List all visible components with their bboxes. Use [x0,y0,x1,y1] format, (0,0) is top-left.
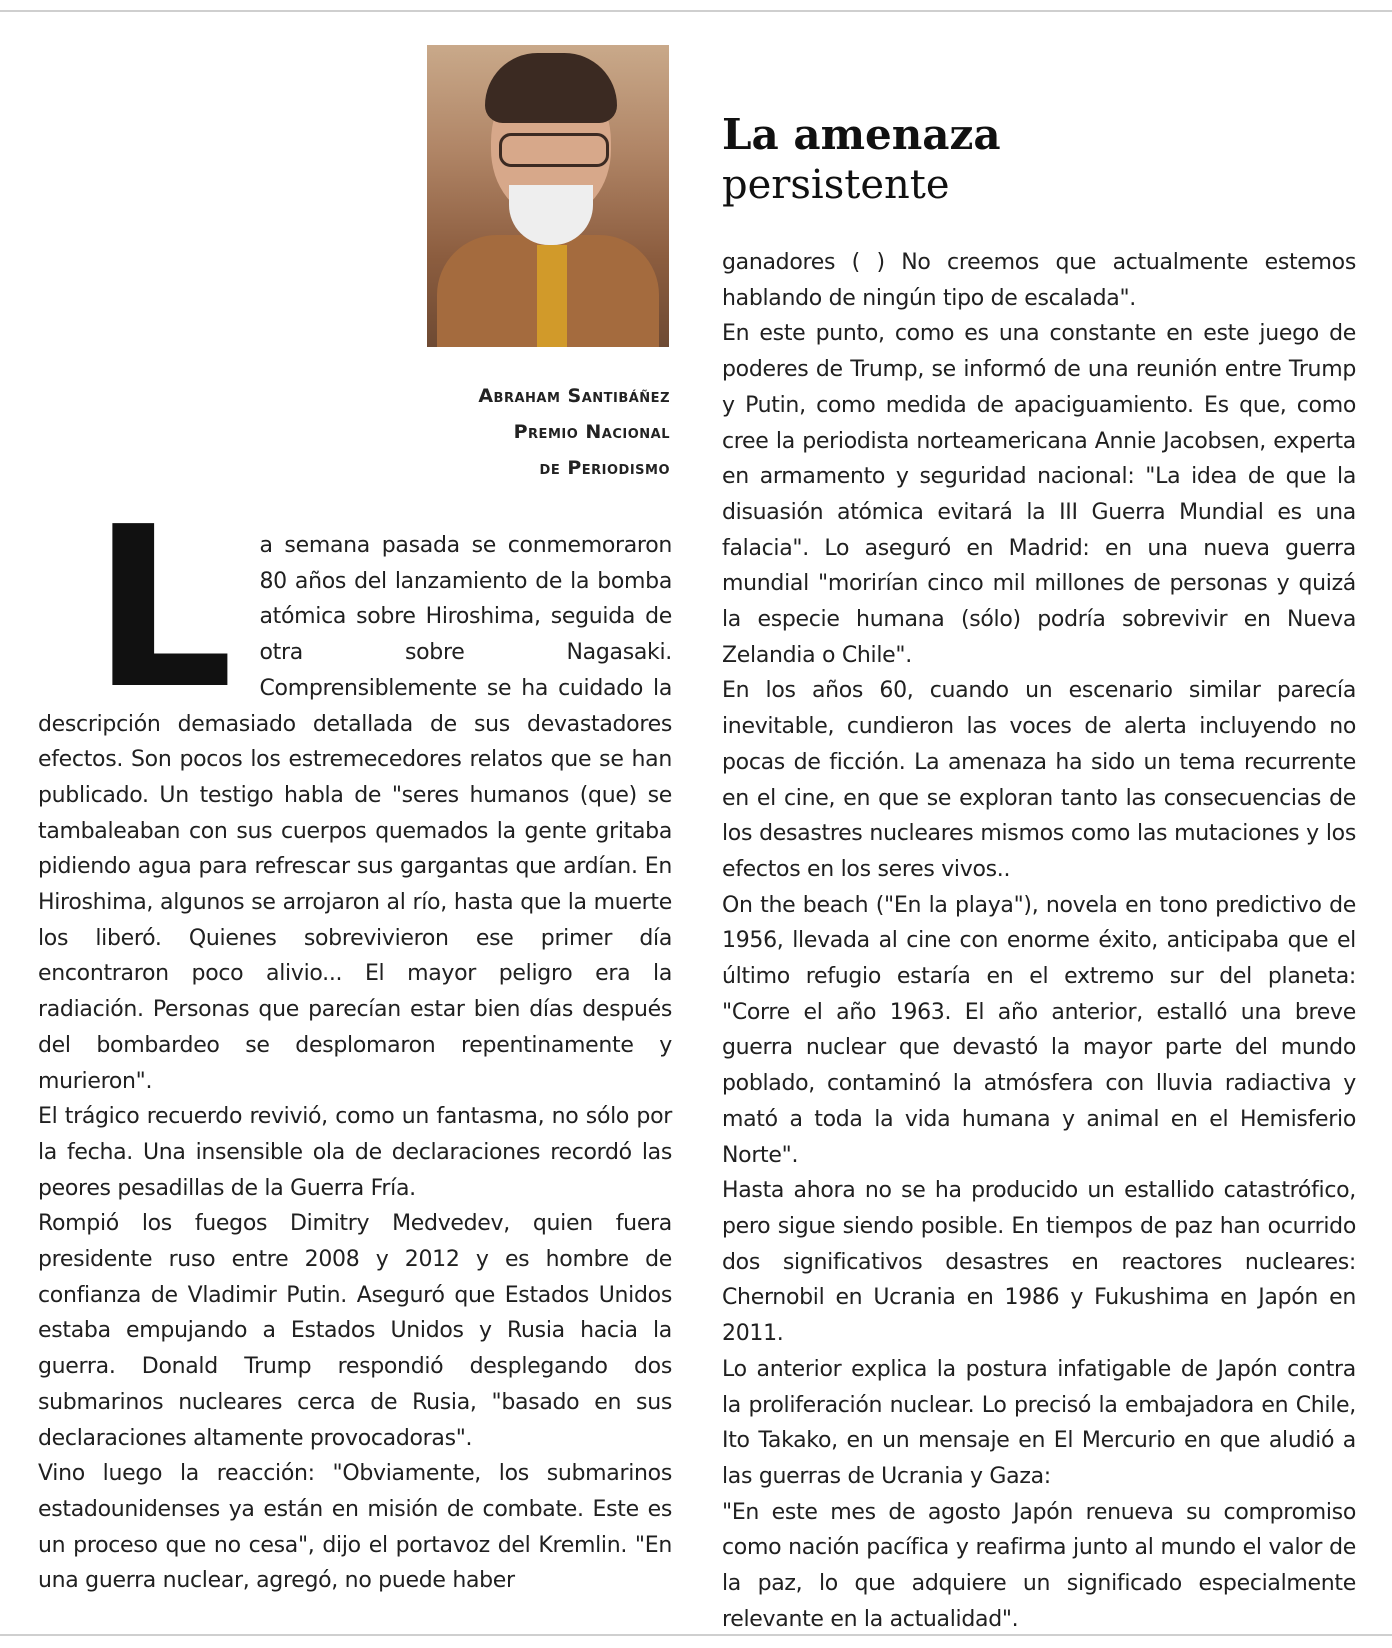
right-paragraph-7: "En este mes de agosto Japón renueva su compromiso como nación pacífica y reafirma junto al mundo el valor de la paz, lo que adquiere un significado especialmente relevante en la actualidad". [722,1499,1356,1632]
left-column [38,480,672,1599]
right-paragraph-3: En los años 60, cuando un escenario similar parecía inevitable, cundieron las voces de alerta incluyendo no pocas de ficción. La amenaza ha sido un tema recurrente en el cine, en que se exploran tanto las consecuencias de los desastres nucleares mismos como las mutaciones y los efectos en los seres vivos.. [722,678,1356,882]
left-paragraph-3: Vino luego la reacción: "Obviamente, los submarinos estadounidenses ya están en misión de combate. Este es un proceso que no cesa", dijo el portavoz del Kremlin. "En una guerra nuclear, agregó, no puede haber [38,1461,672,1594]
first-paragraph [38,480,672,1099]
author-name: Abraham Santibáñez [478,385,670,407]
left-paragraph-2: Rompió los fuegos Dimitry Medvedev, quien fuera presidente ruso entre 2008 y 2012 y es hombre de confianza de Vladimir Putin. Aseguró que Estados Unidos estaba empujando a Estados Unidos y Rusia hacia la guerra. Donald Trump respondió desplegando dos submarinos nucleares cerca de Rusia, "basado en sus declaraciones altamente provocadoras". [38,1211,672,1451]
right-column [722,245,1356,1637]
author-role-line2: de Periodismo [539,457,670,479]
author-photo [427,45,669,347]
top-rule [0,10,1392,12]
right-paragraph-5: Hasta ahora no se ha producido un estallido catastrófico, pero sigue siendo posible. En tiempos de paz han ocurrido dos significativos desastres en reactores nucleares: Chernobil en Ucrania en 1986 y Fukushima en Japón en 2011. [722,1178,1356,1347]
right-paragraph-2: En este punto, como es una constante en este juego de poderes de Trump, se informó de una reunión entre Trump y Putin, como medida de apaciguamiento. Es que, como cree la periodista norteamericana Annie Jacobsen, experta en armamento y seguridad nacional: "La idea de que la disuasión atómica evitará la III Guerra Mundial es una falacia". Lo aseguró en Madrid: en una nueva guerra mundial "morirían cinco mil millones de personas y quizá la especie humana (sólo) podría sobrevivir en Nueva Zelandia o Chile". [722,321,1356,668]
photo-tie [537,245,567,347]
photo-glasses [499,133,609,167]
author-byline [380,378,670,486]
right-paragraph-1: ganadores ( ) No creemos que actualmente estemos hablando de ningún tipo de escalada". [722,250,1356,311]
author-role-line1: Premio Nacional [513,421,670,443]
photo-hair [485,53,617,123]
bottom-rule [0,1634,1392,1636]
right-paragraph-4: On the beach ("En la playa"), novela en tono predictivo de 1956, llevada al cine con enorme éxito, anticipaba que el último refugio estaría en el extremo sur del planeta: "Corre el año 1963. El año anterior, estalló una breve guerra nuclear que devastó la mayor parte del mundo poblado, contaminó la atmósfera con lluvia radiactiva y mató a toda la vida humana y animal en el Hemisferio Norte". [722,892,1356,1168]
first-paragraph-text: a semana pasada se conmemoraron 80 años del lanzamiento de la bomba atómica sobre Hiroshima, seguida de otra sobre Nagasaki. Comprensiblemente se ha cuidado la descripción demasiado detallada de sus devastadores efectos. Son pocos los estremecedores relatos que se han publicado. Un testigo habla de "seres humanos (que) se tambaleaban con sus cuerpos quemados la gente gritaba pidiendo agua para refrescar sus gargantas que ardían. En Hiroshima, algunos se arrojaron al río, hasta que la muerte los liberó. Quienes sobrevivieron ese primer día encontraron poco alivio... El mayor peligro era la radiación. Personas que parecían estar bien días después del bombardeo se desplomaron repentinamente y murieron". [38,533,672,1094]
article-title [722,110,1001,210]
title-line2: persistente [722,162,950,208]
left-paragraph-1: El trágico recuerdo revivió, como un fantasma, no sólo por la fecha. Una insensible ola de declaraciones recordó las peores pesadillas de la Guerra Fría. [38,1104,672,1201]
drop-cap: L [92,480,234,738]
title-line1: La amenaza [722,110,1001,159]
right-paragraph-6: Lo anterior explica la postura infatigable de Japón contra la proliferación nuclear. Lo precisó la embajadora en Chile, Ito Takako, en un mensaje en El Mercurio en que aludió a las guerras de Ucrania y Gaza: [722,1356,1356,1489]
